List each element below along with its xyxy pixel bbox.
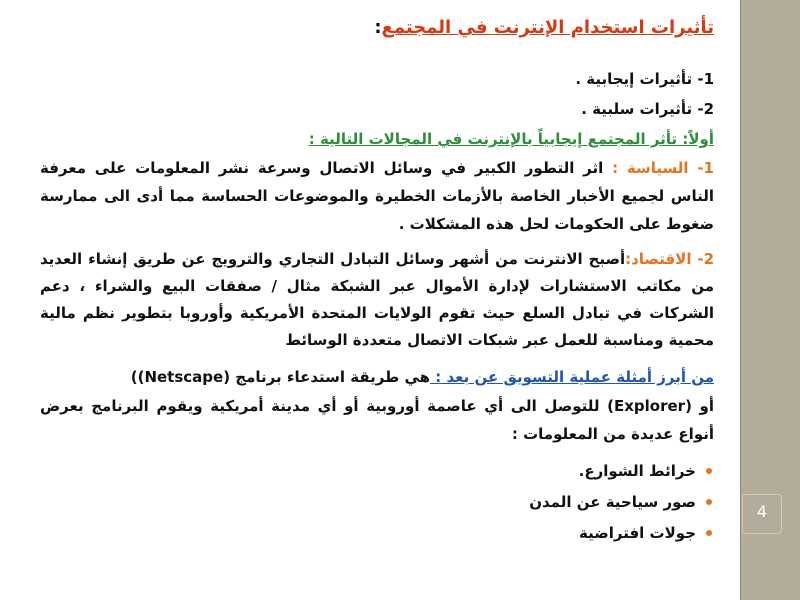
economy-paragraph [40,246,714,354]
economy-label: 2- الاقتصاد: [625,250,714,268]
bullet-dot-icon [706,530,712,536]
list-item: خرائط الشوارع. [40,456,714,487]
politics-paragraph [40,154,714,238]
bullet-dot-icon [706,468,712,474]
slide-title-colon: : [374,17,382,38]
page-number-badge [742,494,782,534]
slide-content [40,8,714,549]
page-number: 4 [756,502,768,521]
marketing-line [40,362,714,392]
explorer-paragraph: أو (Explorer) للتوصل الى أي عاصمة أوروبية أو أي مدينة أمريكية ويقوم البرنامج بعرض أنواع عديدة من المعلومات : [40,397,715,443]
slide-title-text: تأثيرات استخدام الإنترنت في المجتمع [381,17,714,38]
marketing-text: هي طريقة استدعاء برنامج (Netscape)) [130,368,431,386]
list-item-negative: 2- تأثيرات سلبية . [581,100,714,118]
economy-text: أصبح الانترنت من أشهر وسائل التبادل التجاري والترويج عن طريق إنشاء العديد من مكاتب الاستشارات لإدارة الأموال عبر الشبكة مثال / صفقات البيع والشراء ، دعم الشركات في تبادل السلع حيث تقوم الولايات المتحدة الأمريكية وأوروبا بتطوير نظم مالية محمية ومناسبة للعمل عبر شبكات الاتصال متعددة الوسائط [40,250,714,349]
sidebar-divider [740,0,741,600]
section-heading: أولاً: تأثر المجتمع إيجابياً بالإنترنت في المجالات التالية : [308,130,714,148]
marketing-heading: من أبرز أمثلة عملية التسويق عن بعد : [430,368,714,386]
slide-title [40,8,714,48]
politics-label: 1- السياسة : [612,159,714,177]
info-bullet-list [40,456,714,549]
list-item-positive: 1- تأثيرات إيجابية . [575,70,714,88]
list-item: صور سياحية عن المدن [40,487,714,518]
politics-text: اثر التطور الكبير في وسائل الاتصال وسرعة نشر المعلومات على معرفة الناس لجميع الأخبار الخاصة بالأزمات الخطيرة والموضوعات الحساسة مما أدى الى ممارسة ضغوط على الحكومات لحل هذه المشكلات . [40,159,714,233]
bullet-dot-icon [706,499,712,505]
list-item: جولات افتراضية [40,518,714,549]
